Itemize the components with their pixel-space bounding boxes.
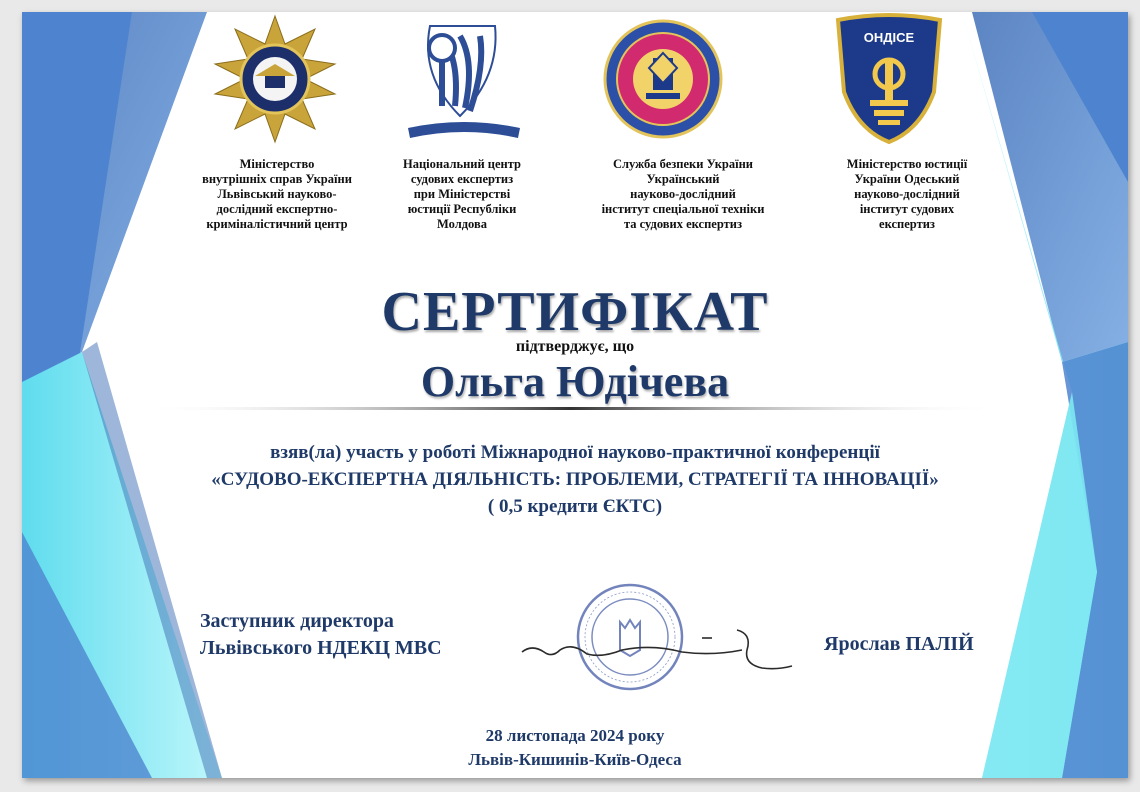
signer-position-line1: Заступник директора: [200, 610, 394, 632]
org-name-sbu-institute: Служба безпеки України Український науково-дослідний інститут спеціальної техніки та судових експертиз: [601, 157, 765, 231]
participation-text: взяв(ла) участь у роботі Міжнародної науково-практичної конференції: [270, 442, 880, 463]
signer-position-line2: Львівського НДЕКЦ МВС: [200, 637, 442, 659]
sbu-institute-logo: [602, 18, 724, 140]
confirms-text: підтверджує, що: [515, 338, 635, 355]
org-name-moldova-center: Національний центр судових експертиз при Міністерстві юстиції Республіки Молдова: [402, 157, 521, 231]
stamp-and-signature: [512, 572, 812, 702]
certificate-cities: Львів-Кишинів-Київ-Одеса: [468, 750, 682, 769]
odise-logo: [830, 12, 948, 146]
certificate-title: СЕРТИФІКАТ: [381, 281, 769, 343]
signer-position: [200, 608, 442, 662]
official-stamp-icon: [578, 585, 682, 689]
signer-name: Ярослав ПАЛІЙ: [824, 633, 974, 655]
recipient-name: Ольга Юдічева: [420, 357, 730, 406]
moldova-center-logo: [400, 16, 528, 144]
certificate-date: 28 листопада 2024 року: [485, 726, 665, 745]
svg-text:ОНДІСЕ: ОНДІСЕ: [863, 30, 915, 45]
mvs-emblem-logo: [210, 14, 340, 144]
credits-text: ( 0,5 кредити ЄКТС): [487, 496, 663, 517]
certificate-page: [22, 12, 1128, 778]
org-name-lviv-ndekc: Міністерство внутрішніх справ України Львівський науково- дослідний експертно- криміналістичний центр: [202, 157, 352, 231]
conference-title: «СУДОВО-ЕКСПЕРТНА ДІЯЛЬНІСТЬ: ПРОБЛЕМИ, СТРАТЕГІЇ ТА ІННОВАЦІЇ»: [211, 469, 939, 490]
org-name-odise: Міністерство юстиції України Одеський науково-дослідний інститут судових експертиз: [846, 157, 968, 231]
